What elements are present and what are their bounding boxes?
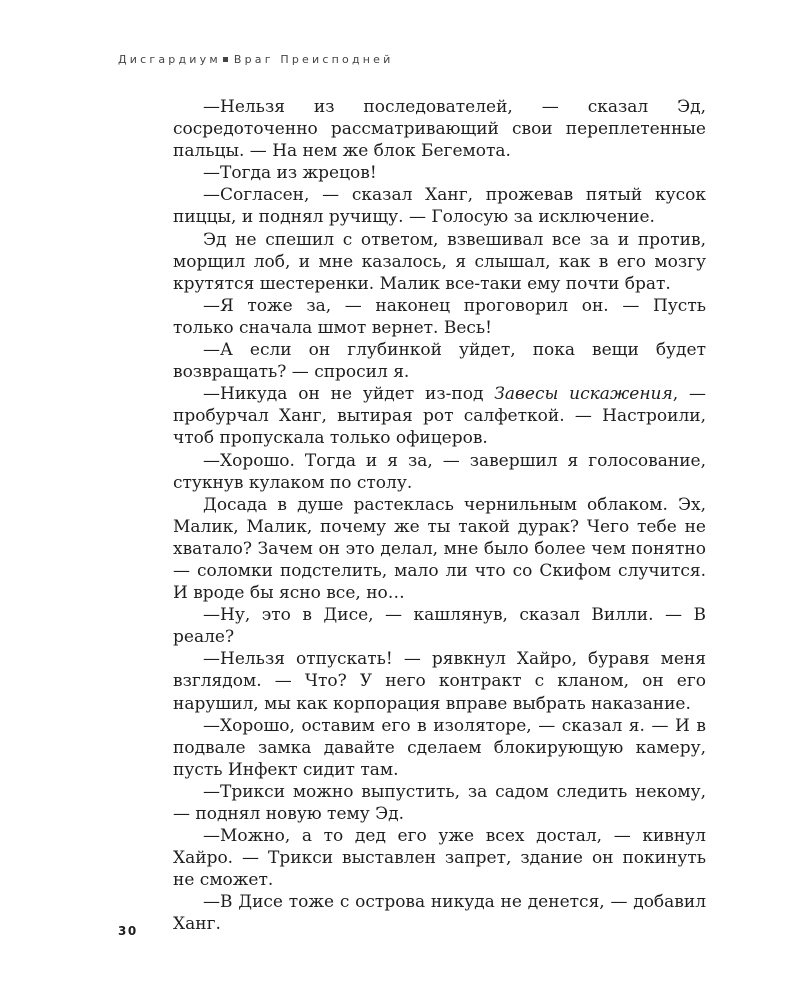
- paragraph: —Тогда из жрецов!: [203, 163, 377, 184]
- paragraph: Досада в душе растеклась чернильным облаком. Эх, Малик, Малик, почему же ты такой дурак? Чего тебе не хватало? Зачем он это делал, мне было более чем понятно — соломки подстелить, мало ли что со Скифом случится. И вроде бы ясно все, но…: [173, 494, 706, 604]
- body-text: [173, 96, 706, 936]
- paragraph: —Согласен, — сказал Ханг, прожевав пятый кусок пиццы, и поднял ручищу. — Голосую за исключение.: [173, 185, 706, 228]
- separator-square-icon: [223, 57, 228, 62]
- running-head: [118, 53, 393, 66]
- paragraph: —Хорошо. Тогда и я за, — завершил я голосование, стукнув кулаком по столу.: [173, 450, 706, 493]
- paragraph: —В Дисе тоже с острова никуда не денется, — добавил Ханг.: [173, 892, 706, 935]
- paragraph: —Я тоже за, — наконец проговорил он. — Пусть только сначала шмот вернет. Весь!: [173, 295, 706, 338]
- paragraph: —А если он глубинкой уйдет, пока вещи будет возвращать? — спросил я.: [173, 340, 706, 383]
- paragraph-text: —Никуда он не уйдет из-под: [203, 384, 495, 405]
- book-series-title: Дисгардиум: [118, 53, 221, 66]
- page-number: 30: [118, 924, 138, 938]
- paragraph: Эд не спешил с ответом, взвешивал все за и против, морщил лоб, и мне казалось, я слышал, как в его мозгу крутятся шестеренки. Малик все-таки ему почти брат.: [173, 229, 706, 294]
- book-title: Враг Преисподней: [233, 53, 394, 66]
- paragraph: —Нельзя отпускать! — рявкнул Хайро, буравя меня взглядом. — Что? У него контракт с кланом, он его нарушил, мы как корпорация вправе выбрать наказание.: [173, 649, 706, 714]
- paragraph: —Нельзя из последователей, — сказал Эд, сосредоточенно рассматривающий свои переплетенные пальцы. — На нем же блок Бегемота.: [173, 97, 706, 162]
- paragraph: —Ну, это в Дисе, — кашлянув, сказал Вилли. — В реале?: [173, 605, 706, 648]
- paragraph: —Можно, а то дед его уже всех достал, — кивнул Хайро. — Трикси выставлен запрет, здание он покинуть не сможет.: [173, 826, 706, 891]
- paragraph: —Хорошо, оставим его в изоляторе, — сказал я. — И в подвале замка давайте сделаем блокирующую камеру, пусть Инфект сидит там.: [173, 715, 706, 780]
- paragraph-text: , — пробурчал Ханг, вытирая рот салфеткой. — Настроили, чтоб пропускала только офицеров.: [173, 384, 706, 449]
- paragraph: [173, 383, 706, 449]
- paragraph: —Трикси можно выпустить, за садом следить некому, — поднял новую тему Эд.: [173, 781, 706, 824]
- italic-spell-name: Завесы искажения: [494, 384, 673, 405]
